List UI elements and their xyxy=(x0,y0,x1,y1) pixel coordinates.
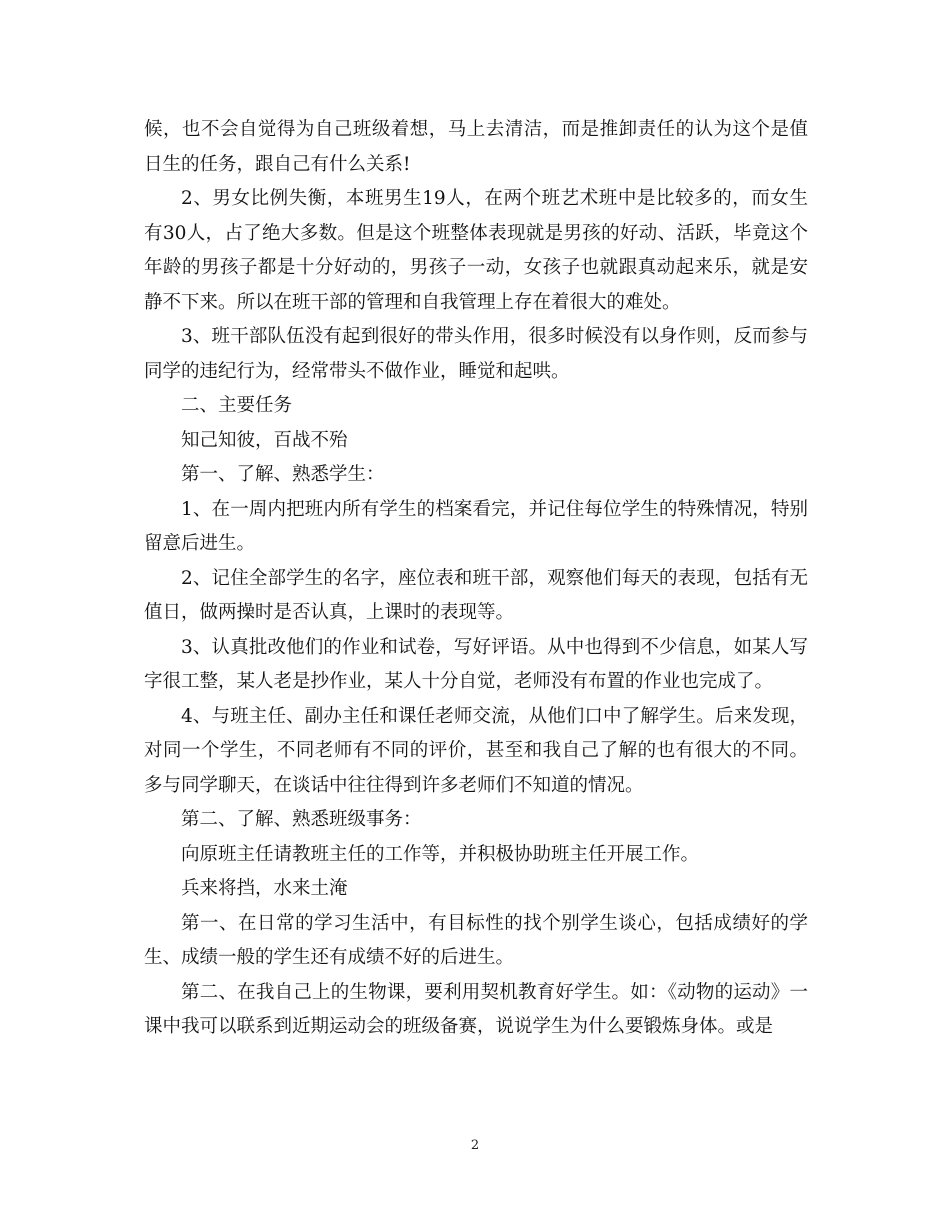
paragraph: 2、男女比例失衡，本班男生19人，在两个班艺术班中是比较多的，而女生有30人，占了绝大多数。但是这个班整体表现就是男孩的好动、活跃，毕竟这个年龄的男孩子都是十分好动的，男孩子一动，女孩子也就跟真动起来乐，就是安静不下来。所以在班干部的管理和自我管理上存在着很大的难处。 xyxy=(144,188,808,313)
paragraph: 第一、在日常的学习生活中，有目标性的找个别学生谈心，包括成绩好的学生、成绩一般的学生还有成绩不好的后进生。 xyxy=(144,912,808,968)
paragraph: 候，也不会自觉得为自己班级着想，马上去清洁，而是推卸责任的认为这个是值日生的任务，跟自己有什么关系! xyxy=(144,119,808,175)
paragraph: 3、认真批改他们的作业和试卷，写好评语。从中也得到不少信息，如某人写字很工整，某人老是抄作业，某人十分自觉，老师没有布置的作业也完成了。 xyxy=(144,636,808,692)
paragraph: 2、记住全部学生的名字，座位表和班干部，观察他们每天的表现，包括有无值日，做两操时是否认真，上课时的表现等。 xyxy=(144,567,808,623)
paragraph: 兵来将挡，水来土淹 xyxy=(181,878,348,899)
paragraph: 第二、了解、熟悉班级事务： xyxy=(181,809,422,830)
paragraph: 4、与班主任、副办主任和课任老师交流，从他们口中了解学生。后来发现，对同一个学生，不同老师有不同的评价，甚至和我自己了解的也有很大的不同。多与同学聊天，在谈话中往往得到许多老师们不知道的情况。 xyxy=(144,705,808,796)
paragraph: 第一、了解、熟悉学生： xyxy=(181,464,385,485)
paragraph: 向原班主任请教班主任的工作等，并积极协助班主任开展工作。 xyxy=(181,843,700,865)
paragraph: 第二、在我自己上的生物课，要利用契机教育好学生。如：《动物的运动》一课中我可以联系到近期运动会的班级备赛，说说学生为什么要锻炼身体。或是 xyxy=(144,981,808,1037)
paragraph: 3、班干部队伍没有起到很好的带头作用，很多时候没有以身作则，反而参与同学的违纪行为，经常带头不做作业，睡觉和起哄。 xyxy=(144,326,808,382)
page-number: 2 xyxy=(470,1138,480,1153)
paragraph: 1、在一周内把班内所有学生的档案看完，并记住每位学生的特殊情况，特别留意后进生。 xyxy=(144,498,808,554)
paragraph: 二、主要任务 xyxy=(181,395,293,416)
paragraph: 知己知彼，百战不殆 xyxy=(181,429,348,451)
document-body xyxy=(144,113,808,1045)
